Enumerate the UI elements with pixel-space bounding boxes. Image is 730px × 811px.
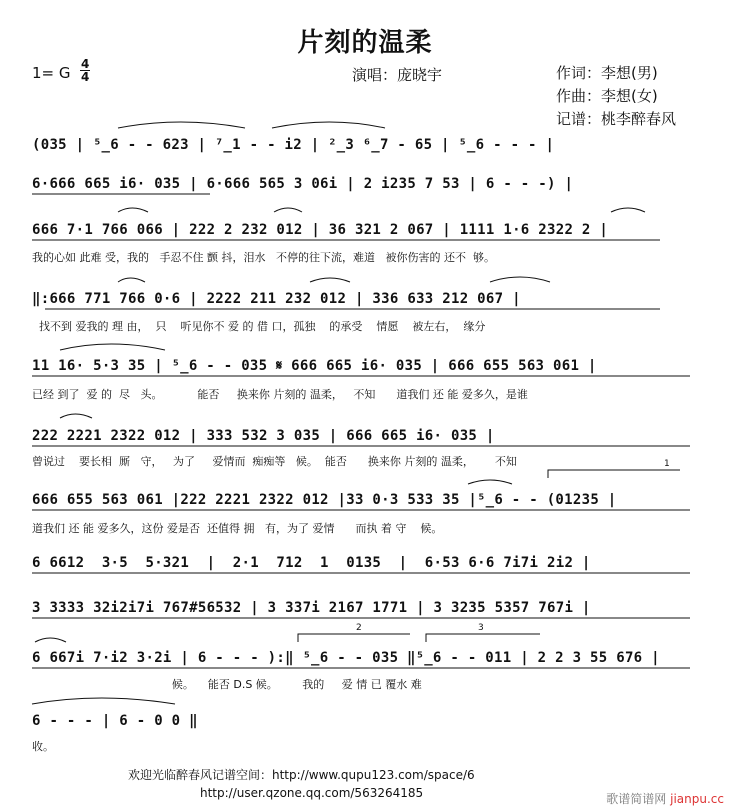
- lyric-row-5: 已经 到了 爱 的 尽 头。 能否 换来你 片刻的 温柔， 不知 道我们 还 能 爱多久，是谁: [32, 388, 528, 401]
- slur-row3-c: [611, 208, 645, 212]
- footer-block: [128, 766, 475, 802]
- time-signature-bottom: 4: [81, 70, 90, 84]
- score-row-8: 6 6612 3·5 5·321 | 2·1 712 1 0135 | 6·53 6·6 7i7i 2i2 |: [32, 555, 591, 571]
- slur-row4-c: [490, 277, 550, 282]
- volta-2-label: 2: [356, 623, 362, 633]
- slur-row5-a: [60, 344, 165, 350]
- watermark-text: 歌谱简谱网: [606, 792, 667, 806]
- score-row-4: ‖:666 771 766 0·6 | 2222 211 232 012 | 336 633 212 067 |: [32, 291, 521, 307]
- score-row-5: 11 16· 5·3 35 | ⁵̲6 - - 035 𝄋 666 665 i6· 035 | 666 655 563 061 |: [32, 358, 597, 374]
- lyric-row-7: 道我们 还 能 爱多久，这份 爱是否 还值得 拥 有，为了 爱情 而执 着 守 候。: [32, 522, 443, 535]
- slur-row10-a: [35, 638, 66, 642]
- time-signature-top: 4: [81, 57, 90, 71]
- slur-row6-a: [60, 414, 92, 418]
- volta-2-bracket: [298, 634, 410, 642]
- score-row-3: 666 7·1 766 066 | 222 2 232 012 | 36 321 2 067 | 1111 1·6 2322 2 |: [32, 222, 609, 238]
- footer-line-1: 欢迎光临醉春风记谱空间：http://www.qupu123.com/space/6: [128, 768, 475, 782]
- footer-line-2: http://user.qzone.qq.com/563264185: [200, 786, 424, 800]
- score-row-11: 6 - - - | 6 - 0 0 ‖: [32, 713, 198, 729]
- song-title: 片刻的温柔: [297, 28, 433, 58]
- slur-row1-b: [272, 122, 385, 128]
- site-watermark: [606, 790, 724, 807]
- composer-credit: 作曲：李想(女): [556, 87, 658, 105]
- score-row-1: (035 | ⁵̲6 - - 623 | ⁷̲1 - - i2 | ²̲3 ⁶̲7 - 65 | ⁵̲6 - - - |: [32, 137, 555, 153]
- score-row-6: 222 2221 2322 012 | 333 532 3 035 | 666 665 i6· 035 |: [32, 428, 495, 444]
- slur-row4-b: [310, 278, 350, 282]
- slur-row3-b: [274, 208, 302, 212]
- score-row-7: 666 655 563 061 |222 2221 2322 012 |33 0·3 533 35 |⁵̲6 - - (01235 |: [32, 492, 617, 508]
- volta-1-label: 1: [664, 459, 670, 469]
- singer-credit: 演唱：庞晓宇: [352, 66, 443, 84]
- slur-row4-a: [118, 278, 145, 282]
- lyric-row-4: 找不到 爱我的 理 由， 只 听见你不 爱 的 借 口，孤独 的承受 情愿 被左右， 缘分: [32, 320, 486, 333]
- score-row-9: 3 3333 32i2i7i 767#56532 | 3 337i 2167 1771 | 3 3235 5357 767i |: [32, 600, 591, 616]
- lyric-row-6: 曾说过 要长相 厮 守， 为了 爱情而 痴痴等 候。 能否 换来你 片刻的 温柔， 不知: [32, 455, 517, 468]
- lyricist-credit: 作词：李想(男): [556, 64, 658, 82]
- slur-row7-a: [468, 480, 512, 484]
- volta-3-bracket: [426, 634, 540, 642]
- slur-row3-a: [118, 208, 148, 212]
- lyric-row-3: 我的心如 此难 受，我的 手忍不住 颤 抖，泪水 不停的往下流，难道 被你伤害的 还不 够。: [32, 251, 495, 264]
- slur-row1-a: [118, 122, 245, 128]
- score-row-10: 6 667i 7·i2 3·2i | 6 - - - ):‖ ⁵̲6 - - 035 ‖⁵̲6 - - 011 | 2 2 3 55 676 |: [32, 650, 660, 666]
- key-signature: 1= G: [32, 64, 71, 82]
- volta-3-label: 3: [478, 623, 484, 633]
- lyric-row-10: 候。 能否 D.S 候。 我的 爱 情 已 覆水 难: [32, 678, 422, 691]
- watermark-domain: jianpu.cc: [670, 792, 724, 806]
- transcriber-credit: 记谱：桃李醉春风: [556, 110, 677, 128]
- lyric-row-11: 收。: [32, 740, 54, 753]
- volta-1-bracket: [548, 470, 680, 478]
- score-row-2: 6·666 665 i6· 035 | 6·666 565 3 06i | 2 i235 7 53 | 6 - - -) |: [32, 176, 574, 192]
- slur-row11-a: [32, 698, 175, 704]
